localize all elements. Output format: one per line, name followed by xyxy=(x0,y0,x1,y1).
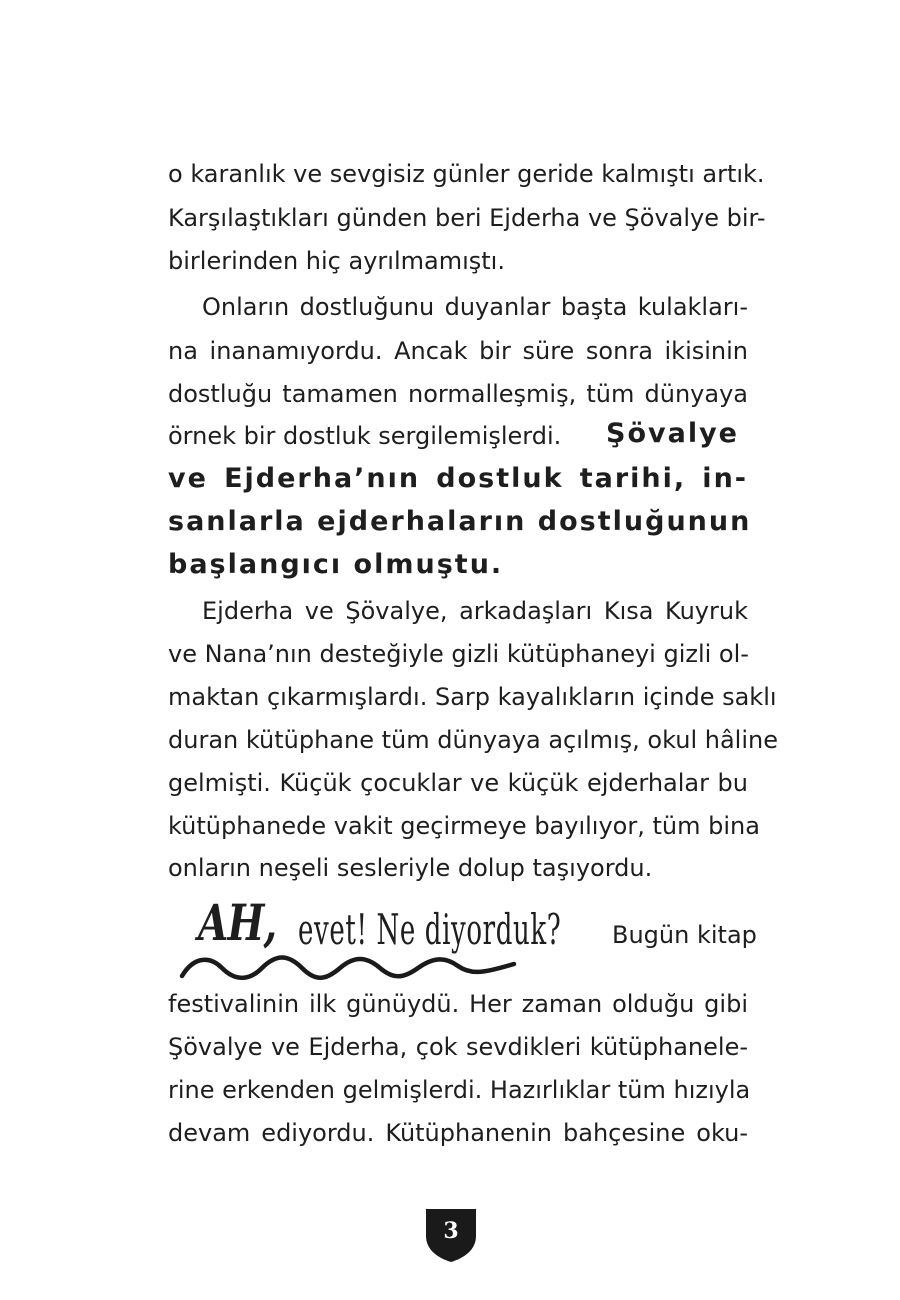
text-line: Onların dostluğunu duyanlar başta kulakları- xyxy=(202,293,748,321)
text-line: gelmişti. Küçük çocuklar ve küçük ejderhalar bu xyxy=(168,769,748,797)
text-line: festivalinin ilk günüydü. Her zaman olduğu gibi xyxy=(168,990,748,1018)
text-line: devam ediyordu. Kütüphanenin bahçesine oku- xyxy=(168,1119,748,1147)
text-line: birlerinden hiç ayrılmamıştı. xyxy=(168,247,505,275)
text-line: Şövalye ve Ejderha, çok sevdikleri kütüphanele- xyxy=(168,1033,748,1061)
exclamation-big: AH, xyxy=(198,893,277,952)
wavy-underline xyxy=(176,948,521,984)
emphasis-text: Şövalye xyxy=(606,418,739,449)
text-line: Ejderha ve Şövalye, arkadaşları Kısa Kuyruk xyxy=(202,597,748,625)
text-line: örnek bir dostluk sergilemişlerdi. xyxy=(168,422,562,450)
emphasis-line: ve Ejderha’nın dostluk tarihi, in- xyxy=(168,463,748,494)
text-line: ve Nana’nın desteğiyle gizli kütüphaneyi gizli ol- xyxy=(168,640,749,668)
emphasis-line: sanlarla ejderhaların dostluğunun xyxy=(168,506,752,537)
text-line: duran kütüphane tüm dünyaya açılmış, okul hâline xyxy=(168,726,778,754)
text-line: Karşılaştıkları günden beri Ejderha ve Şövalye bir- xyxy=(168,204,766,232)
text-line: kütüphanede vakit geçirmeye bayılıyor, tüm bina xyxy=(168,812,760,840)
text-line: Bugün kitap xyxy=(612,921,757,949)
text-line: onların neşeli sesleriyle dolup taşıyordu. xyxy=(168,854,653,882)
exclamation-small: evet! Ne diyorduk? xyxy=(298,905,562,954)
emphasis-line: başlangıcı olmuştu. xyxy=(168,549,504,580)
text-line: o karanlık ve sevgisiz günler geride kalmıştı artık. xyxy=(168,160,765,188)
text-line: na inanamıyordu. Ancak bir süre sonra ikisinin xyxy=(168,337,748,365)
text-line: maktan çıkarmışlardı. Sarp kayalıkların içinde saklı xyxy=(168,683,777,711)
text-line: rine erkenden gelmişlerdi. Hazırlıklar tüm hızıyla xyxy=(168,1076,751,1104)
text-line: dostluğu tamamen normalleşmiş, tüm dünyaya xyxy=(168,380,748,408)
page-number: 3 xyxy=(443,1218,459,1244)
